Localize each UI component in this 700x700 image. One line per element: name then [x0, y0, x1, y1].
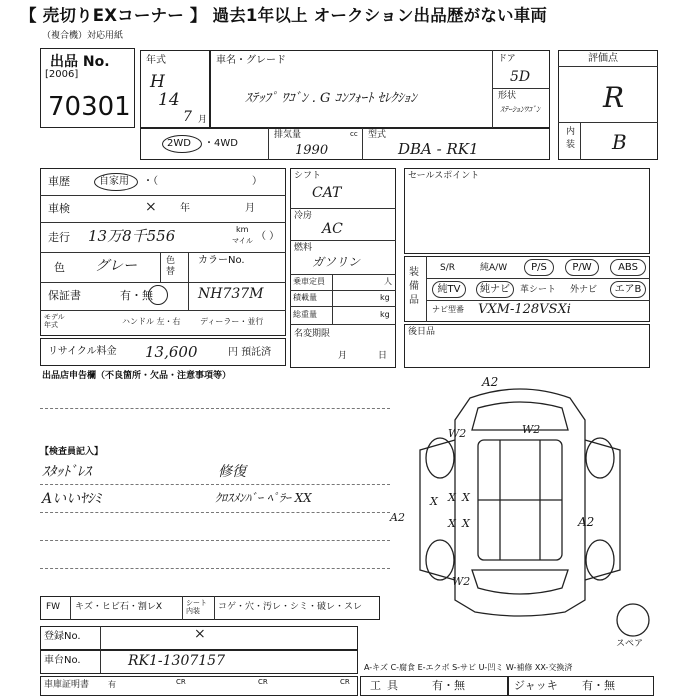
- mileage-unit-km: km: [236, 225, 249, 234]
- model-value: DBA - RK1: [398, 140, 479, 158]
- capacity-unit: 人: [384, 277, 392, 286]
- namechange-day: 日: [378, 351, 388, 361]
- condition-sheet: シート内装: [186, 599, 207, 615]
- diagram-x3: X: [462, 491, 470, 504]
- diagram-mark-a2-side: A2: [390, 511, 405, 524]
- navi-value: VXM-128VSXi: [478, 302, 571, 317]
- namechange-label: 名変期限: [294, 329, 331, 339]
- cert-opt: 有: [108, 680, 116, 689]
- inspection-year: 年: [180, 203, 190, 214]
- carname-label: 車名・グレード: [216, 55, 286, 66]
- drive-2wd: 2WD: [167, 138, 191, 149]
- lot-label: 出品 No.: [50, 54, 110, 70]
- inspector-line1-left: ｽﾀｯﾄﾞﾚｽ: [42, 464, 91, 480]
- cert-label: 車庫証明書: [44, 680, 90, 690]
- cert-cr-1: CR: [176, 678, 186, 686]
- inspector-label: 【検査員記入】: [40, 447, 104, 457]
- diagram-mark-w2-left: W2: [448, 427, 467, 440]
- warranty-none-circle: [148, 285, 168, 305]
- year-month-suffix: 月: [198, 115, 208, 125]
- condition-fw: FW: [46, 602, 61, 612]
- interior-label: 内装: [566, 127, 576, 150]
- shape-value: ｽﾃｰｼｮﾝﾜｺﾞﾝ: [500, 105, 540, 114]
- year-era: H: [150, 72, 165, 92]
- color-change: 色替: [166, 256, 176, 277]
- colorno-value: NH737M: [198, 286, 264, 302]
- banner-title: 【 売切りEXコーナー 】 過去1年以上 オークション出品歴がない車両: [20, 6, 548, 25]
- registration-label: 登録No.: [44, 631, 81, 642]
- year-month: 7: [183, 109, 192, 125]
- drive-4wd: ・4WD: [204, 138, 238, 149]
- paper-note: （複合機）対応用紙: [42, 31, 124, 41]
- history-close: ）: [252, 176, 262, 187]
- shift-label: シフト: [294, 171, 322, 181]
- gross-label: 総重量: [293, 310, 317, 319]
- displacement-unit: cc: [350, 130, 358, 138]
- jack-value: 有・無: [582, 679, 615, 692]
- mileage-unit-mile: マイル: [232, 237, 253, 245]
- load-label: 積載量: [293, 293, 317, 302]
- load-unit: kg: [380, 293, 390, 302]
- displacement-value: 1990: [295, 143, 329, 158]
- shift-value: CAT: [312, 185, 342, 201]
- equip-seat: 革シート: [520, 285, 557, 295]
- recycle-label: リサイクル料金: [48, 346, 117, 357]
- equip-abs: ABS: [610, 259, 646, 276]
- fuel-label: 燃料: [294, 243, 313, 253]
- aircon-value: AC: [322, 221, 343, 237]
- equip-tv: 純TV: [432, 281, 466, 298]
- displacement-label: 排気量: [274, 130, 302, 140]
- recycle-value: 13,600: [145, 343, 198, 361]
- damage-legend: A-キズ C-腐食 E-エクボ S-サビ U-凹ミ W-補修 XX-交換済: [364, 663, 573, 672]
- model-label: 型式: [368, 130, 387, 140]
- condition-items: キズ・ヒビ石・割レX: [75, 602, 162, 612]
- carname-value: ｽﾃｯﾌﾟ ﾜｺﾞﾝ . G ｺﾝﾌｫｰﾄ ｾﾚｸｼｮﾝ: [245, 91, 417, 106]
- interior-value: B: [612, 130, 627, 154]
- colorno-label: カラーNo.: [198, 255, 245, 266]
- modelyear-label: モデル年式: [44, 313, 65, 329]
- history-label: 車歴: [48, 175, 70, 188]
- gross-unit: kg: [380, 310, 390, 319]
- diagram-mark-w2-bottom: W2: [452, 575, 471, 588]
- score-value: R: [603, 81, 625, 114]
- equip-sr: S/R: [440, 263, 455, 273]
- equip-aw: 純A/W: [480, 263, 508, 273]
- handle-option: ハンドル 左・右: [122, 317, 181, 326]
- recycle-unit: 円 預託済: [228, 347, 272, 358]
- cert-cr-3: CR: [340, 678, 350, 686]
- equip-ps: P/S: [524, 259, 554, 276]
- color-value: グレー: [95, 258, 137, 274]
- history-rest: ・（: [143, 176, 158, 187]
- registration-value: ×: [194, 626, 206, 642]
- diagram-mark-w2-right: W2: [522, 423, 541, 436]
- lot-year-code: [2006]: [45, 69, 79, 80]
- mileage-paren: （ ）: [256, 231, 280, 242]
- equip-outnavi: 外ナビ: [570, 285, 598, 295]
- later-date-label: 後日品: [408, 327, 436, 337]
- navi-label: ナビ型番: [432, 305, 464, 314]
- inspector-line2-left: Aいいﾔｼﾐ: [42, 491, 102, 507]
- equipment-label: 装備品: [409, 267, 419, 306]
- diagram-x4: X: [448, 517, 456, 530]
- inspection-label: 車検: [48, 202, 70, 215]
- equip-pw: P/W: [565, 259, 599, 276]
- equip-navi: 純ナビ: [476, 281, 514, 298]
- diagram-mark-a2-top: A2: [482, 375, 499, 389]
- namechange-month: 月: [338, 351, 348, 361]
- equip-airbag: エアB: [610, 281, 646, 298]
- door-label: ドア: [498, 54, 516, 64]
- diagram-x1: X: [430, 495, 438, 508]
- seller-notes-label: 出品店申告欄（不良箇所・欠品・注意事項等）: [42, 371, 232, 381]
- score-label: 評価点: [588, 53, 618, 64]
- jack-label: ジャッキ: [514, 679, 558, 692]
- condition-items2: コゲ・穴・汚レ・シミ・破レ・スレ: [218, 602, 363, 612]
- warranty-label: 保証書: [48, 289, 81, 302]
- tools-label: 工具: [370, 679, 404, 692]
- color-label: 色: [54, 261, 65, 274]
- inspector-line2-right: ｸﾛｽﾒﾝﾊﾞｰ ﾍﾟﾗｰ XX: [215, 491, 312, 505]
- history-own: 自家用: [99, 176, 129, 187]
- chassis-label: 車台No.: [44, 655, 81, 666]
- inspector-line1-right: 修復: [218, 464, 246, 480]
- dealer-option: ディーラー・並行: [200, 317, 264, 326]
- mileage-value: 13万8千556: [88, 227, 176, 245]
- tools-value: 有・無: [432, 679, 465, 692]
- spare-label: スペア: [616, 639, 644, 649]
- fuel-value: ガソリン: [312, 255, 361, 269]
- mileage-label: 走行: [48, 231, 70, 244]
- cert-cr-2: CR: [258, 678, 268, 686]
- inspection-month: 月: [245, 203, 255, 214]
- diagram-x2: X: [448, 491, 456, 504]
- capacity-label: 乗車定員: [293, 277, 325, 286]
- aircon-label: 冷房: [294, 211, 313, 221]
- diagram-mark-a2-right: A2: [578, 515, 595, 529]
- inspection-value: ×: [145, 199, 157, 215]
- year-value: 14: [158, 90, 180, 110]
- warranty-options: 有・無: [120, 289, 153, 302]
- chassis-value: RK1-1307157: [128, 653, 225, 669]
- shape-label: 形状: [498, 91, 517, 101]
- later-date-box: [404, 324, 650, 368]
- diagram-x5: X: [462, 517, 470, 530]
- sales-point-label: セールスポイント: [408, 171, 480, 181]
- lot-number: 70301: [48, 92, 131, 122]
- year-label: 年式: [146, 55, 166, 66]
- door-value: 5D: [510, 69, 531, 85]
